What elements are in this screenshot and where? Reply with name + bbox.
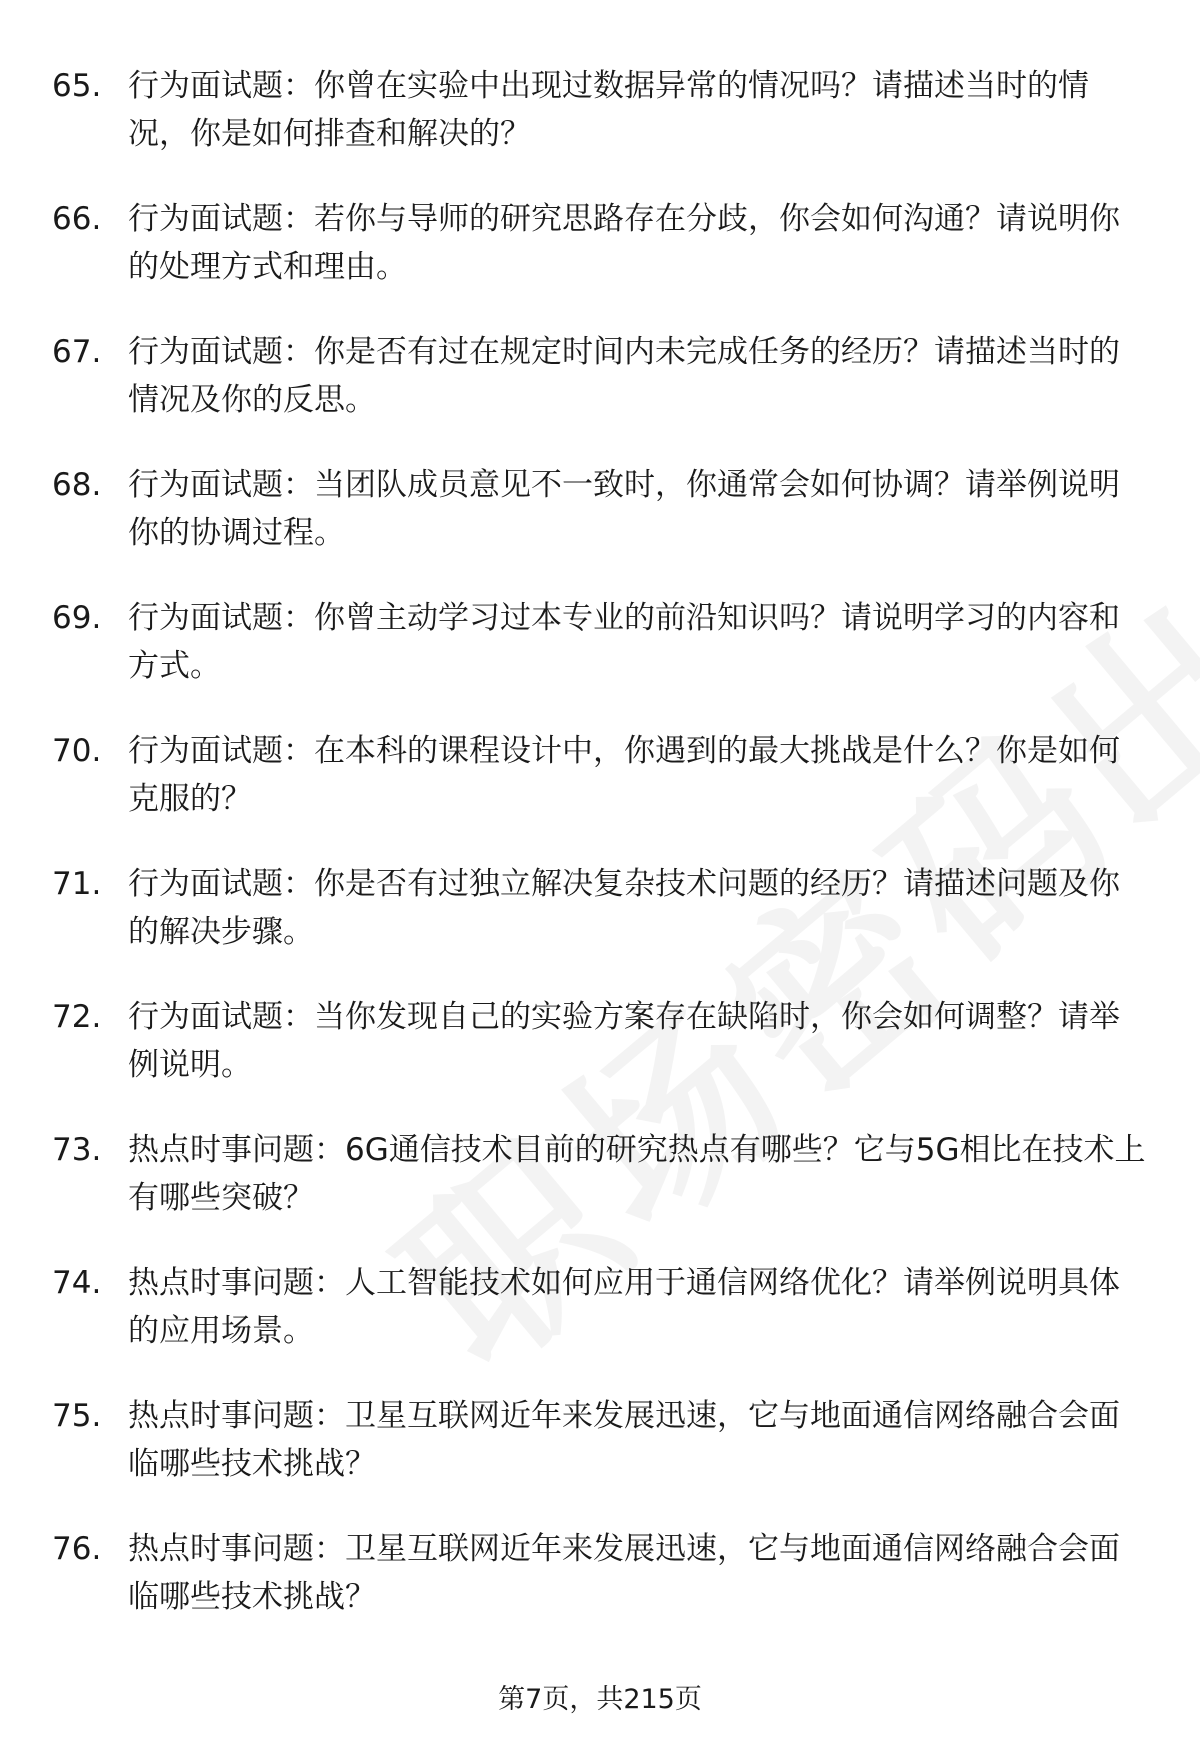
question-item <box>52 860 1152 993</box>
question-item <box>52 461 1152 594</box>
question-text: 热点时事问题：卫星互联网近年来发展迅速，它与地面通信网络融合会面临哪些技术挑战？ <box>128 1531 1120 1615</box>
question-number: 75. <box>52 1398 102 1434</box>
question-text: 行为面试题：当团队成员意见不一致时，你通常会如何协调？请举例说明你的协调过程。 <box>128 467 1120 551</box>
question-item <box>52 328 1152 461</box>
question-text: 行为面试题：你曾在实验中出现过数据异常的情况吗？请描述当时的情况，你是如何排查和解决的？ <box>128 68 1089 152</box>
question-number: 71. <box>52 866 102 902</box>
question-item <box>52 594 1152 727</box>
question-text: 行为面试题：你曾主动学习过本专业的前沿知识吗？请说明学习的内容和方式。 <box>128 600 1120 684</box>
question-text: 行为面试题：你是否有过在规定时间内未完成任务的经历？请描述当时的情况及你的反思。 <box>128 334 1120 418</box>
question-item <box>52 1525 1152 1658</box>
question-number: 76. <box>52 1531 102 1567</box>
question-item <box>52 195 1152 328</box>
question-number: 66. <box>52 201 102 237</box>
question-item <box>52 62 1152 195</box>
question-item <box>52 993 1152 1126</box>
question-number: 70. <box>52 733 102 769</box>
question-number: 74. <box>52 1265 102 1301</box>
question-text: 热点时事问题：卫星互联网近年来发展迅速，它与地面通信网络融合会面临哪些技术挑战？ <box>128 1398 1120 1482</box>
question-number: 72. <box>52 999 102 1035</box>
question-item <box>52 1126 1152 1259</box>
question-number: 68. <box>52 467 102 503</box>
question-number: 69. <box>52 600 102 636</box>
page-footer: 第7页，共215页 <box>498 1684 702 1715</box>
question-text: 行为面试题：若你与导师的研究思路存在分歧，你会如何沟通？请说明你的处理方式和理由。 <box>128 201 1120 285</box>
question-text: 行为面试题：你是否有过独立解决复杂技术问题的经历？请描述问题及你的解决步骤。 <box>128 866 1120 950</box>
question-text: 行为面试题：当你发现自己的实验方案存在缺陷时，你会如何调整？请举例说明。 <box>128 999 1120 1083</box>
question-item <box>52 727 1152 860</box>
question-text: 热点时事问题：人工智能技术如何应用于通信网络优化？请举例说明具体的应用场景。 <box>128 1265 1120 1349</box>
question-number: 65. <box>52 68 102 104</box>
question-number: 67. <box>52 334 102 370</box>
question-item <box>52 1392 1152 1525</box>
question-list <box>52 62 1152 1658</box>
question-item <box>52 1259 1152 1392</box>
question-text: 热点时事问题：6G通信技术目前的研究热点有哪些？它与5G相比在技术上有哪些突破？ <box>128 1132 1146 1216</box>
question-text: 行为面试题：在本科的课程设计中，你遇到的最大挑战是什么？你是如何克服的？ <box>128 733 1120 817</box>
question-number: 73. <box>52 1132 102 1168</box>
